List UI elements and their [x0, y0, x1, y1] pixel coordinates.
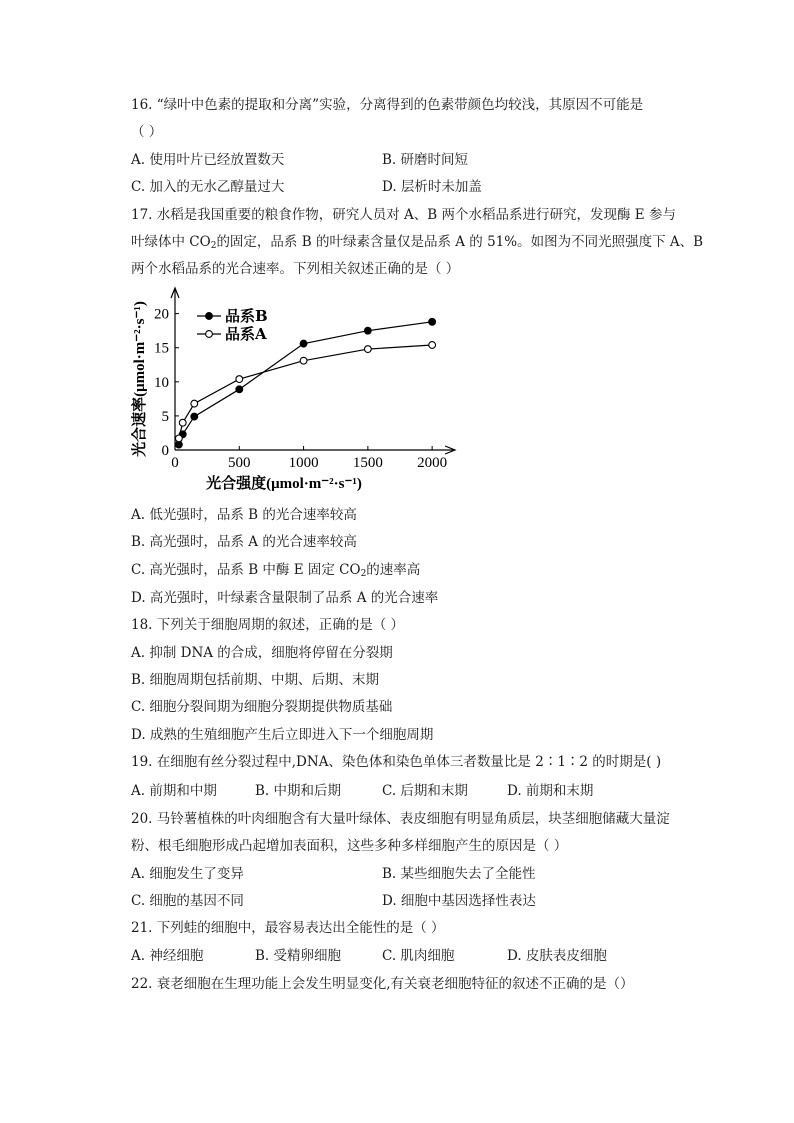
- q22-stem: 22. 衰老细胞在生理功能上会发生明显变化,有关衰老细胞特征的叙述不正确的是（）: [131, 976, 634, 992]
- q16-option-d: D. 层析时未加盖: [382, 179, 482, 195]
- q21-option-d: D. 皮肤表皮细胞: [507, 948, 607, 964]
- q17-stem-line2: [131, 232, 703, 252]
- q16-stem-line2: （ ）: [131, 124, 163, 140]
- q16-option-b: B. 研磨时间短: [382, 152, 469, 168]
- q18-option-c: C. 细胞分裂间期为细胞分裂期提供物质基础: [131, 699, 393, 715]
- q17-option-b: B. 高光强时，品系 A 的光合速率较高: [131, 534, 357, 550]
- q16-option-a: A. 使用叶片已经放置数天: [131, 152, 285, 168]
- q17-line2-sub: 2: [210, 241, 217, 251]
- q18-option-b: B. 细胞周期包括前期、中期、后期、末期: [131, 672, 380, 688]
- q19-option-c: C. 后期和末期: [382, 783, 468, 799]
- data-point-open: [429, 342, 436, 349]
- data-point-filled: [364, 327, 371, 334]
- legend-label: 品系B: [225, 307, 268, 325]
- chart-legend: [197, 307, 268, 343]
- q17-line2-pre: 叶绿体中 CO: [131, 234, 211, 250]
- q20-option-b: B. 某些细胞失去了全能性: [382, 866, 536, 882]
- q21-option-b: B. 受精卵细胞: [255, 948, 342, 964]
- q18-option-a: A. 抑制 DNA 的合成，细胞将停留在分裂期: [131, 645, 393, 661]
- x-tick-label: 1000: [288, 455, 319, 471]
- data-point-open: [179, 419, 186, 426]
- q19-option-b: B. 中期和后期: [255, 783, 342, 799]
- y-axis-title: 光合速率(μmol·m⁻²·s⁻¹): [132, 301, 148, 457]
- x-tick-label: 1500: [352, 455, 383, 471]
- legend-marker: [206, 331, 213, 338]
- q16-option-c: C. 加入的无水乙醇量过大: [131, 179, 285, 195]
- data-point-open: [364, 346, 371, 353]
- q20-option-a: A. 细胞发生了变异: [131, 866, 244, 882]
- chart-axes: [130, 288, 455, 492]
- q21-option-c: C. 肌肉细胞: [382, 948, 455, 964]
- q17-option-c-sub: 2: [360, 569, 367, 579]
- q19-option-d: D. 前期和末期: [507, 783, 594, 799]
- q21-stem: 21. 下列蛙的细胞中，最容易表达出全能性的是（ ）: [131, 920, 445, 936]
- x-tick-label: 2000: [417, 455, 448, 471]
- q20-stem-line1: 20. 马铃薯植株的叶肉细胞含有大量叶绿体、表皮细胞有明显角质层，块茎细胞储藏大量淀: [131, 811, 670, 827]
- q19-stem: 19. 在细胞有丝分裂过程中,DNA、染色体和染色单体三者数量比是 2∶1∶2 的时期是( ): [131, 754, 662, 770]
- q20-option-c: C. 细胞的基因不同: [131, 893, 244, 909]
- q18-stem: 18. 下列关于细胞周期的叙述，正确的是（ ）: [131, 617, 405, 633]
- legend-marker: [206, 313, 213, 320]
- y-tick-label: 20: [154, 306, 169, 323]
- photosynthesis-chart: [128, 284, 458, 499]
- x-tick-label: 500: [228, 455, 251, 471]
- data-point-open: [191, 400, 198, 407]
- data-point-open: [300, 357, 307, 364]
- q17-option-c-pre: C. 高光强时，品系 B 中酶 E 固定 CO: [131, 562, 361, 578]
- q20-option-d: D. 细胞中基因选择性表达: [382, 893, 536, 909]
- q17-option-d: D. 高光强时，叶绿素含量限制了品系 A 的光合速率: [131, 590, 439, 606]
- x-axis-title: 光合强度(μmol·m⁻²·s⁻¹): [206, 476, 362, 492]
- y-tick-label: 5: [161, 408, 169, 425]
- data-point-filled: [191, 413, 198, 420]
- q17-stem-line3: 两个水稻品系的光合速率。下列相关叙述正确的是（ ）: [131, 261, 460, 277]
- data-point-open: [175, 435, 182, 442]
- q17-line2-post: 的固定，品系 B 的叶绿素含量仅是品系 A 的 51%。如图为不同光照强度下 A、B: [216, 234, 704, 250]
- q21-option-a: A. 神经细胞: [131, 948, 204, 964]
- q17-stem-line1: 17. 水稻是我国重要的粮食作物，研究人员对 A、B 两个水稻品系进行研究，发现酶 E 参与: [131, 207, 676, 223]
- data-point-filled: [429, 318, 436, 325]
- chart-series: [175, 318, 435, 448]
- x-tick-label: 0: [171, 455, 179, 471]
- legend-label: 品系A: [225, 325, 267, 343]
- data-point-filled: [236, 386, 243, 393]
- data-point-filled: [300, 340, 307, 347]
- q19-option-a: A. 前期和中期: [131, 783, 217, 799]
- q16-stem-line1: 16. “绿叶中色素的提取和分离”实验，分离得到的色素带颜色均较浅，其原因不可能是: [131, 97, 644, 113]
- y-tick-label: 10: [154, 374, 169, 391]
- q17-option-c: [131, 560, 420, 580]
- q20-stem-line2: 粉、根毛细胞形成凸起增加表面积，这些多种多样细胞产生的原因是（ ）: [131, 838, 568, 854]
- data-point-open: [236, 376, 243, 383]
- q17-option-a: A. 低光强时，品系 B 的光合速率较高: [131, 507, 357, 523]
- q18-option-d: D. 成熟的生殖细胞产生后立即进入下一个细胞周期: [131, 727, 434, 743]
- y-tick-label: 15: [154, 340, 169, 357]
- q17-option-c-post: 的速率高: [366, 562, 421, 578]
- y-tick-label: 0: [161, 443, 169, 459]
